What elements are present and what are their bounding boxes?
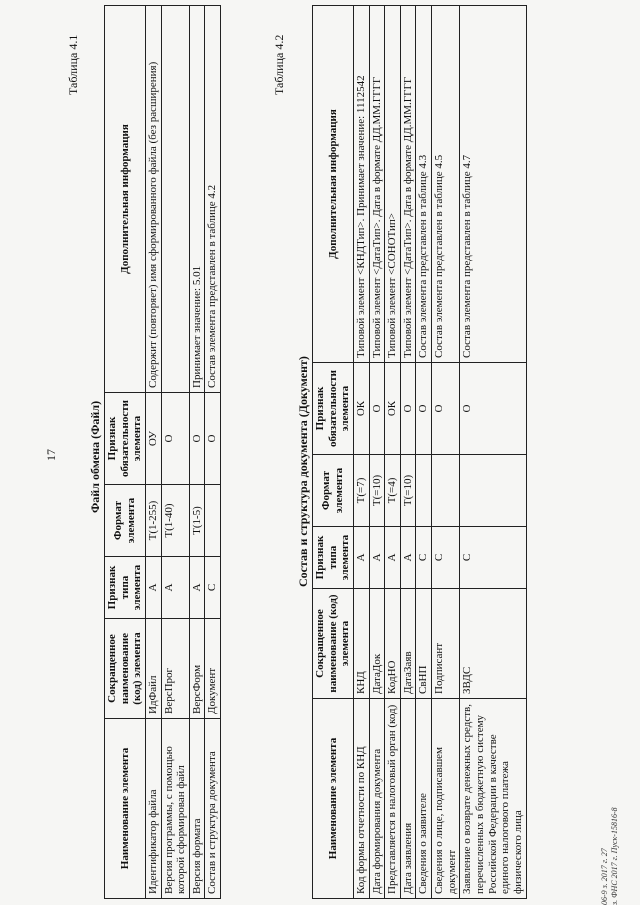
cell: Т(1-5) (189, 485, 205, 557)
table-row (353, 6, 369, 899)
cell: ОК (353, 363, 369, 455)
cell: ВерсПрог (161, 619, 189, 719)
cell: О (460, 363, 526, 455)
col-header: Признак обязательности элемента (313, 363, 354, 455)
cell: СвНП (416, 589, 432, 699)
table-row (416, 6, 432, 899)
table-row (385, 6, 401, 899)
col-header: Формат элемента (313, 455, 354, 527)
table-header-row (313, 6, 354, 899)
cell: Состав элемента представлен в таблице 4.7 (460, 6, 526, 363)
col-header: Дополнительная информация (313, 6, 354, 363)
cell: А (161, 557, 189, 619)
cell: А (385, 527, 401, 589)
table-row (400, 6, 416, 899)
cell: С (460, 527, 526, 589)
cell: О (161, 393, 189, 485)
cell: Дата заявления (400, 699, 416, 899)
cell: ДатаДок (369, 589, 385, 699)
cell: С (205, 557, 221, 619)
col-header: Наименование элемента (105, 719, 146, 899)
cell: Состав элемента представлен в таблице 4.2 (205, 6, 221, 393)
table-row (432, 6, 460, 899)
cell: Версия программы, с помощью которой сформирован файл (161, 719, 189, 899)
table-row (460, 6, 526, 899)
cell: С (432, 527, 460, 589)
cell: С (416, 527, 432, 589)
cell: КодНО (385, 589, 401, 699)
cell: О (205, 393, 221, 485)
cell: Принимает значение: 5.01 (189, 6, 205, 393)
cell: ЗВДС (460, 589, 526, 699)
cell: Дата формирования документа (369, 699, 385, 899)
cell: Т(=10) (369, 455, 385, 527)
cell: ВерсФорм (189, 619, 205, 719)
cell: Т(=10) (400, 455, 416, 527)
table-4-2-title: Состав и структура документа (Документ) (296, 356, 310, 587)
cell (205, 485, 221, 557)
col-header: Признак типа элемента (105, 557, 146, 619)
cell: А (189, 557, 205, 619)
cell (432, 455, 460, 527)
cell: А (400, 527, 416, 589)
cell (416, 455, 432, 527)
cell: Т(1-40) (161, 485, 189, 557)
col-header: Формат элемента (105, 485, 146, 557)
footer-line: 06-9 з. 2017 г. 27 (600, 848, 609, 905)
table-row (145, 6, 161, 899)
cell: Код формы отчетности по КНД (353, 699, 369, 899)
cell: Версия формата (189, 719, 205, 899)
cell: ДатаЗаяв (400, 589, 416, 699)
footer-line: з. ФНС 2017 г. Пуск-15816-8 (609, 807, 619, 905)
cell: Заявление о возврате денежных средств, перечисленных в бюджетную систему Российской Федерации в качестве единого налогового платежа физического лица (460, 699, 526, 899)
cell: Т(=4) (385, 455, 401, 527)
cell: Состав элемента представлен в таблице 4.3 (416, 6, 432, 363)
page-number: 17 (44, 449, 58, 461)
cell: О (416, 363, 432, 455)
cell (460, 455, 526, 527)
col-header: Дополнительная информация (105, 6, 146, 393)
cell: Представляется в налоговый орган (код) (385, 699, 401, 899)
footer-stamp (600, 807, 619, 905)
cell: Идентификатор файла (145, 719, 161, 899)
table-row (161, 6, 189, 899)
table-4-2-label: Таблица 4.2 (272, 34, 286, 95)
cell: Типовой элемент <ДатаТип>. Дата в формате ДД.ММ.ГГГГ (369, 6, 385, 363)
table-row (205, 6, 221, 899)
cell: ОУ (145, 393, 161, 485)
col-header: Признак обязательности элемента (105, 393, 146, 485)
cell: Документ (205, 619, 221, 719)
cell: Сведения о лице, подписавшем документ (432, 699, 460, 899)
cell: ИдФайл (145, 619, 161, 719)
col-header: Наименование элемента (313, 699, 354, 899)
cell: О (189, 393, 205, 485)
cell: Состав элемента представлен в таблице 4.5 (432, 6, 460, 363)
table-4-2 (312, 5, 527, 899)
cell: Содержит (повторяет) имя сформированного файла (без расширения) (145, 6, 161, 393)
cell: Типовой элемент <СОНОТип> (385, 6, 401, 363)
cell: Подписант (432, 589, 460, 699)
cell: О (369, 363, 385, 455)
table-4-1 (104, 5, 221, 899)
cell: О (400, 363, 416, 455)
table-row (189, 6, 205, 899)
cell: Сведения о заявителе (416, 699, 432, 899)
cell: А (145, 557, 161, 619)
cell: ОК (385, 363, 401, 455)
cell: А (369, 527, 385, 589)
cell: А (353, 527, 369, 589)
cell: Т(1-255) (145, 485, 161, 557)
cell: Т(=7) (353, 455, 369, 527)
cell (161, 6, 189, 393)
cell: КНД (353, 589, 369, 699)
table-header-row (105, 6, 146, 899)
table-4-1-title: Файл обмена (Файл) (88, 400, 102, 513)
col-header: Сокращенное наименование (код) элемента (313, 589, 354, 699)
table-4-1-label: Таблица 4.1 (66, 34, 80, 95)
cell: О (432, 363, 460, 455)
col-header: Сокращенное наименование (код) элемента (105, 619, 146, 719)
cell: Состав и структура документа (205, 719, 221, 899)
col-header: Признак типа элемента (313, 527, 354, 589)
cell: Типовой элемент <КНДТип>. Принимает значение: 1112542 (353, 6, 369, 363)
cell: Типовой элемент <ДатаТип>. Дата в формате ДД.ММ.ГГГГ (400, 6, 416, 363)
table-row (369, 6, 385, 899)
